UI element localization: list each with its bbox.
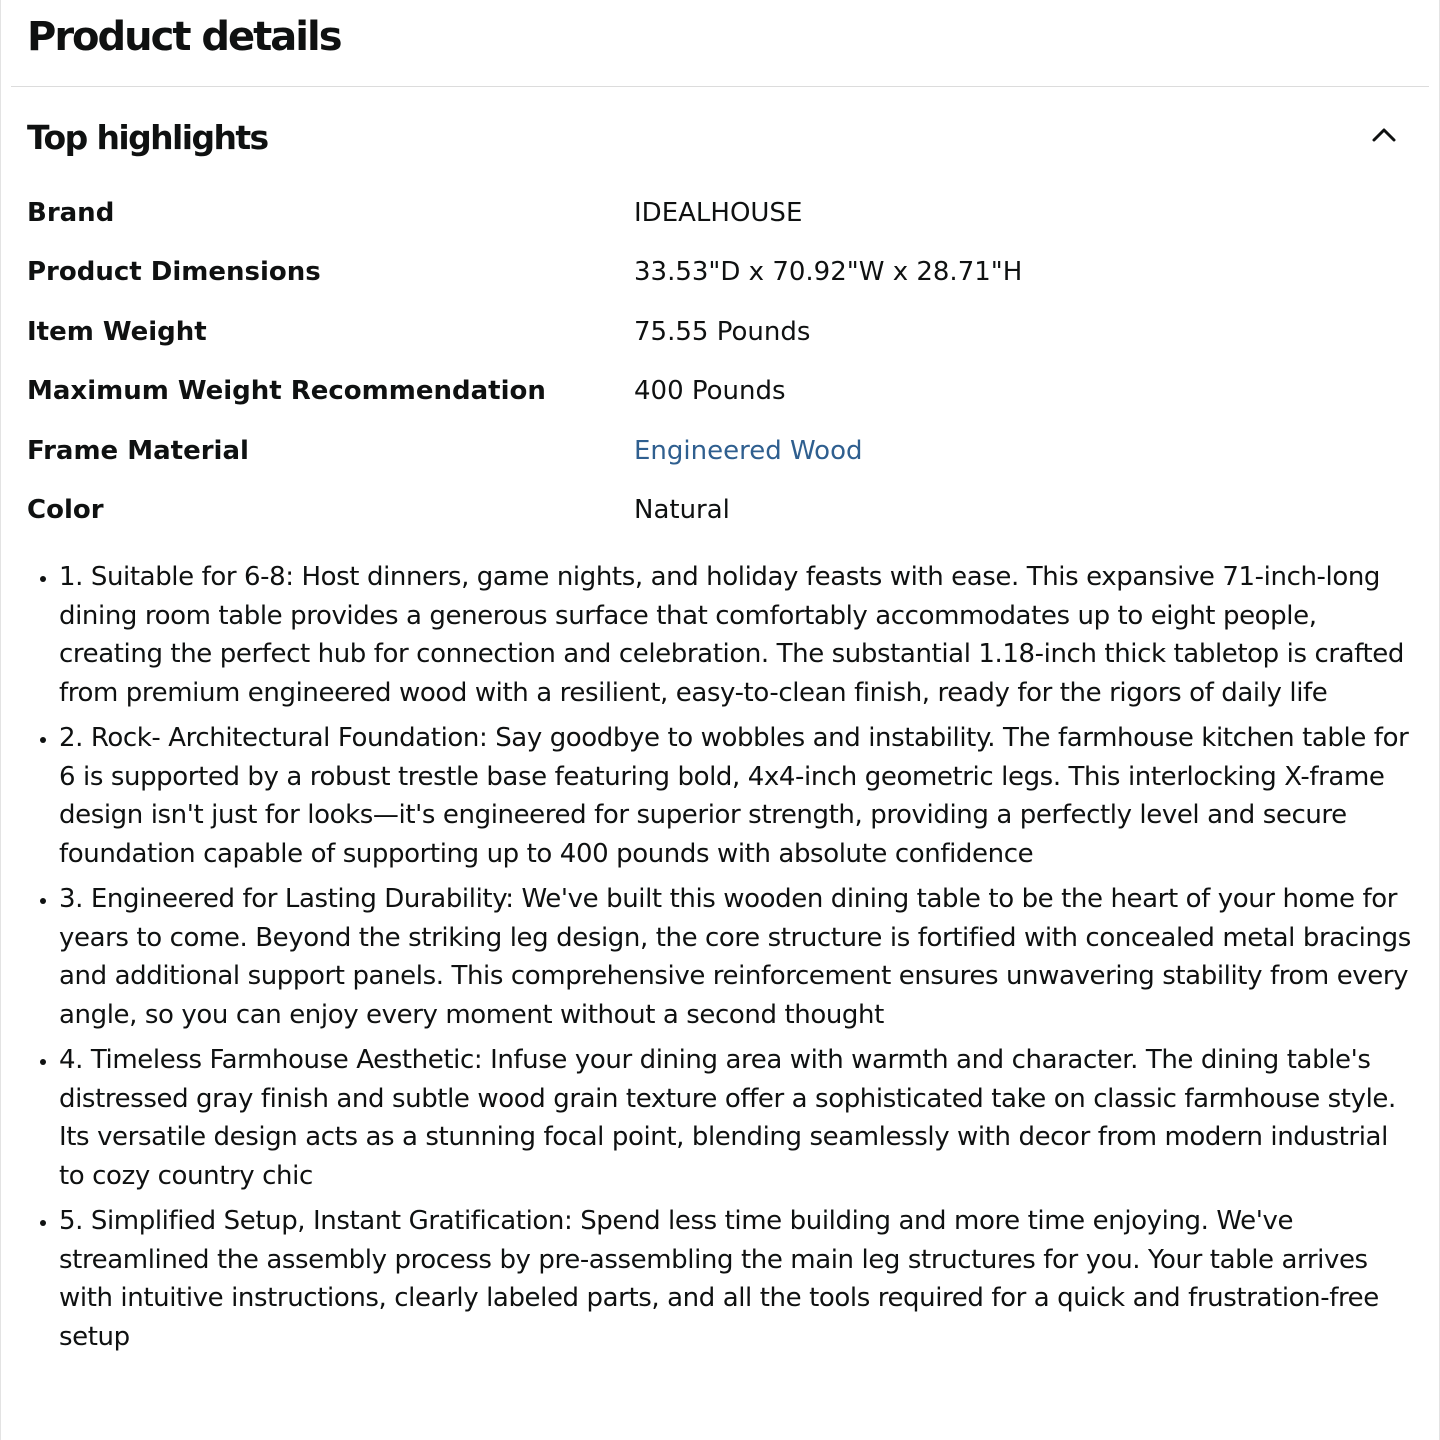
- feature-bullet: • 2. Rock- Architectural Foundation: Say goodbye to wobbles and instability. The farmhouse kitchen table for 6 is supported by a robust trestle base featuring bold, 4x4-inch geometric legs. This interlocking X-frame design isn't just for looks—it's engineered for superior strength, providing a perfectly level and secure foundation capable of supporting up to 400 pounds with absolute confidence: [59, 719, 1421, 873]
- spec-row-frame-material: [27, 422, 1417, 481]
- feature-bullet: • 1. Suitable for 6-8: Host dinners, game nights, and holiday feasts with ease. This expansive 71-inch-long dining room table provides a generous surface that comfortably accommodates up to eight people, creating the perfect hub for connection and celebration. The substantial 1.18-inch thick tabletop is crafted from premium engineered wood with a resilient, easy-to-clean finish, ready for the rigors of daily life: [59, 558, 1421, 712]
- spec-value: 400 Pounds: [634, 376, 786, 407]
- spec-label: Product Dimensions: [27, 257, 321, 288]
- title-divider: [11, 86, 1429, 87]
- feature-bullet: • 3. Engineered for Lasting Durability: We've built this wooden dining table to be the heart of your home for years to come. Beyond the striking leg design, the core structure is fortified with concealed metal bracings and additional support panels. This comprehensive reinforcement ensures unwavering stability from every angle, so you can enjoy every moment without a second thought: [59, 880, 1421, 1034]
- feature-bullet: • 5. Simplified Setup, Instant Gratification: Spend less time building and more time enjoying. We've streamlined the assembly process by pre-assembling the main leg structures for you. Your table arrives with intuitive instructions, clearly labeled parts, and all the tools required for a quick and frustration-free setup: [59, 1202, 1421, 1356]
- spec-label: Maximum Weight Recommendation: [27, 376, 546, 407]
- spec-label: Color: [27, 494, 104, 525]
- frame-material-link[interactable]: Engineered Wood: [634, 435, 863, 466]
- spec-row-item-weight: [27, 303, 1417, 362]
- page-title: Product details: [27, 14, 341, 60]
- spec-label: Frame Material: [27, 435, 249, 466]
- spec-value: IDEALHOUSE: [634, 198, 803, 228]
- spec-row-brand: [27, 184, 1417, 243]
- spec-value: 33.53"D x 70.92"W x 28.71"H: [634, 257, 1023, 288]
- spec-row-product-dimensions: [27, 243, 1417, 302]
- chevron-up-icon[interactable]: [1367, 118, 1401, 152]
- spec-label: Item Weight: [27, 316, 207, 347]
- spec-row-color: [27, 481, 1417, 540]
- spec-value: 75.55 Pounds: [634, 316, 811, 347]
- spec-row-maximum-weight: [27, 362, 1417, 421]
- section-title: Top highlights: [27, 118, 268, 157]
- spec-label: Brand: [27, 198, 115, 228]
- specs-table: [27, 184, 1417, 540]
- top-highlights-header[interactable]: [1, 112, 1439, 168]
- feature-bullet-list: [21, 558, 1421, 1363]
- feature-bullet: • 4. Timeless Farmhouse Aesthetic: Infuse your dining area with warmth and character. The dining table's distressed gray finish and subtle wood grain texture offer a sophisticated take on classic farmhouse style. Its versatile design acts as a stunning focal point, blending seamlessly with decor from modern industrial to cozy country chic: [59, 1041, 1421, 1195]
- spec-value: Natural: [634, 494, 730, 525]
